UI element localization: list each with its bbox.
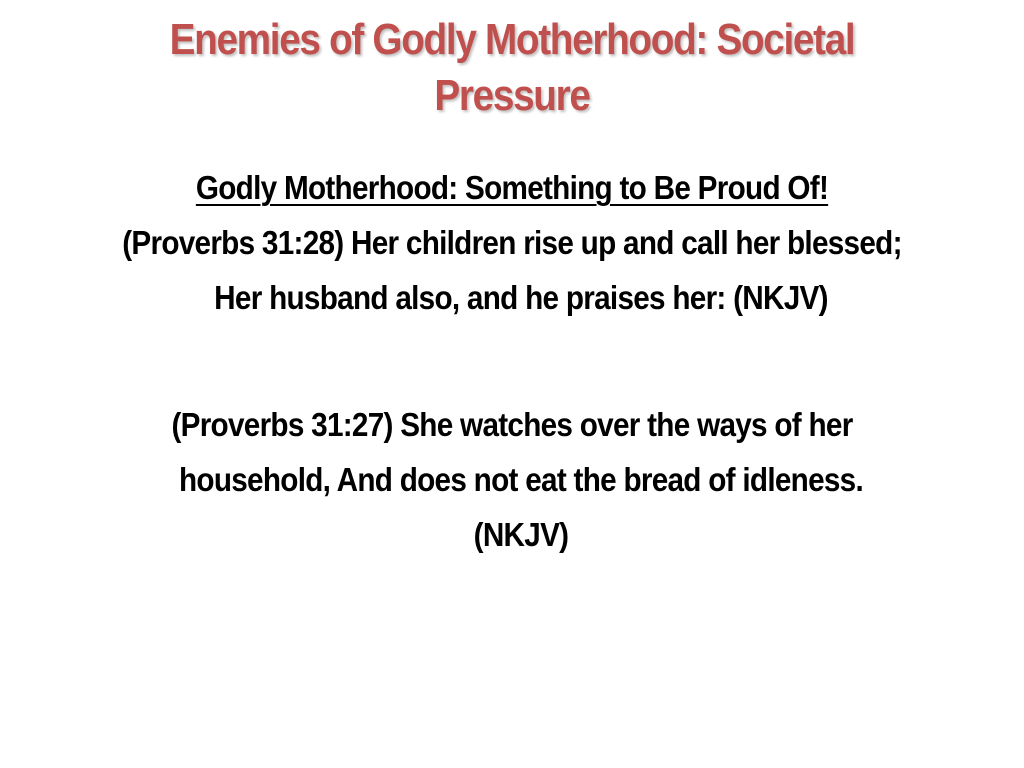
paragraph-spacer: [40, 325, 984, 397]
verse-proverbs-31-28: (Proverbs 31:28) Her children rise up and call her blessed; Her husband also, and he praises her: (NKJV): [122, 224, 902, 316]
slide-title: Enemies of Godly Motherhood: Societal Pressure: [169, 15, 855, 120]
slide-body: [40, 160, 984, 562]
verse-proverbs-31-27: (Proverbs 31:27) She watches over the ways of her household, And does not eat the bread of idleness. (NKJV): [171, 406, 864, 553]
slide-subtitle: Godly Motherhood: Something to Be Proud Of!: [195, 169, 829, 206]
